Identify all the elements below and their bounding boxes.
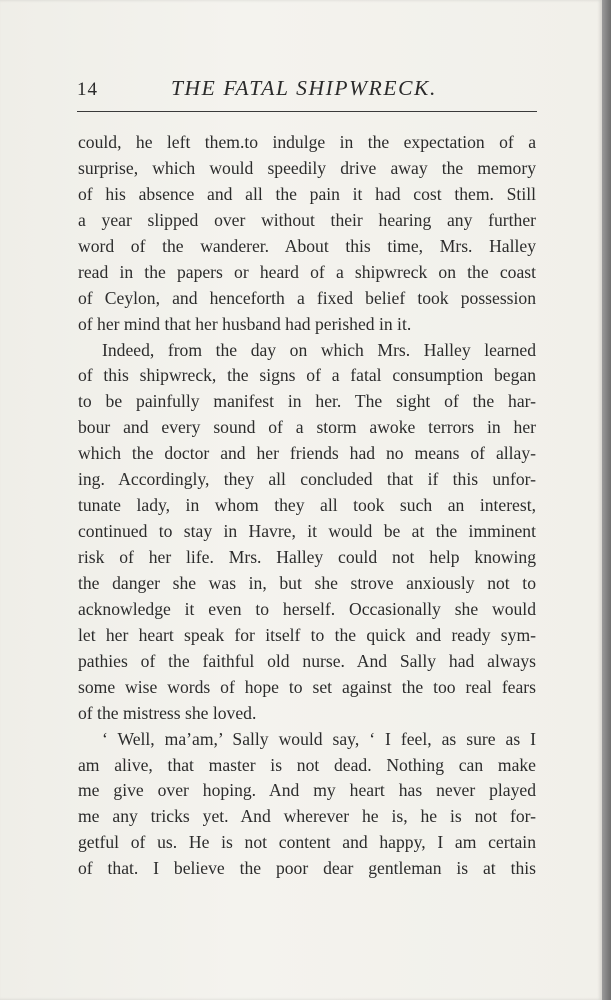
text-line: am alive, that master is not dead. Nothing can make	[78, 754, 536, 775]
text-line: read in the papers or heard of a shipwreck on the coast	[78, 261, 536, 282]
text-line: bour and every sound of a storm awoke terrors in her	[78, 417, 536, 438]
paragraph-2	[78, 338, 536, 727]
text-line: continued to stay in Havre, it would be at the imminent	[78, 521, 536, 542]
paragraph-3	[78, 727, 536, 883]
text-line: to be painfully manifest in her. The sight of the har-	[78, 391, 536, 412]
text-line: of Ceylon, and henceforth a fixed belief took possession	[78, 287, 536, 308]
page-number: 14	[77, 79, 98, 100]
paragraph-1	[78, 130, 536, 338]
text-line: a year slipped over without their hearing any further	[78, 209, 536, 230]
text-line: of the mistress she loved.	[78, 702, 257, 723]
page-header	[77, 76, 537, 106]
text-line: surprise, which would speedily drive away the memory	[78, 157, 536, 178]
text-line: Indeed, from the day on which Mrs. Halley learned	[102, 339, 536, 360]
page-edge	[602, 0, 611, 1000]
text-line: could, he left them.to indulge in the expectation of a	[78, 132, 536, 152]
text-line: of that. I believe the poor dear gentleman is at this	[78, 858, 536, 879]
text-line: me any tricks yet. And wherever he is, he is not for-	[78, 806, 536, 827]
text-line: acknowledge it even to herself. Occasionally she would	[78, 598, 536, 619]
text-line: of his absence and all the pain it had cost them. Still	[78, 183, 536, 204]
text-line: let her heart speak for itself to the quick and ready sym-	[78, 624, 536, 645]
text-line: of this shipwreck, the signs of a fatal consumption began	[78, 365, 536, 386]
text-line: word of the wanderer. About this time, Mrs. Halley	[78, 235, 536, 256]
text-line: ing. Accordingly, they all concluded that if this unfor-	[78, 469, 536, 490]
text-line: me give over hoping. And my heart has never played	[78, 780, 536, 801]
text-line: of her mind that her husband had perished in it.	[78, 313, 412, 334]
text-line: the danger she was in, but she strove anxiously not to	[78, 572, 536, 593]
text-line: ‘ Well, ma’am,’ Sally would say, ‘ I feel, as sure as I	[102, 728, 536, 749]
header-rule	[77, 111, 537, 112]
running-title: THE FATAL SHIPWRECK.	[171, 76, 437, 100]
text-line: risk of her life. Mrs. Halley could not help knowing	[78, 547, 536, 567]
text-line: getful of us. He is not content and happy, I am certain	[78, 832, 536, 853]
text-line: tunate lady, in whom they all took such an interest,	[78, 495, 536, 516]
body-text	[78, 130, 536, 882]
text-line: which the doctor and her friends had no means of allay-	[78, 443, 536, 464]
text-line: pathies of the faithful old nurse. And Sally had always	[78, 650, 536, 671]
text-line: some wise words of hope to set against the too real fears	[78, 676, 536, 697]
